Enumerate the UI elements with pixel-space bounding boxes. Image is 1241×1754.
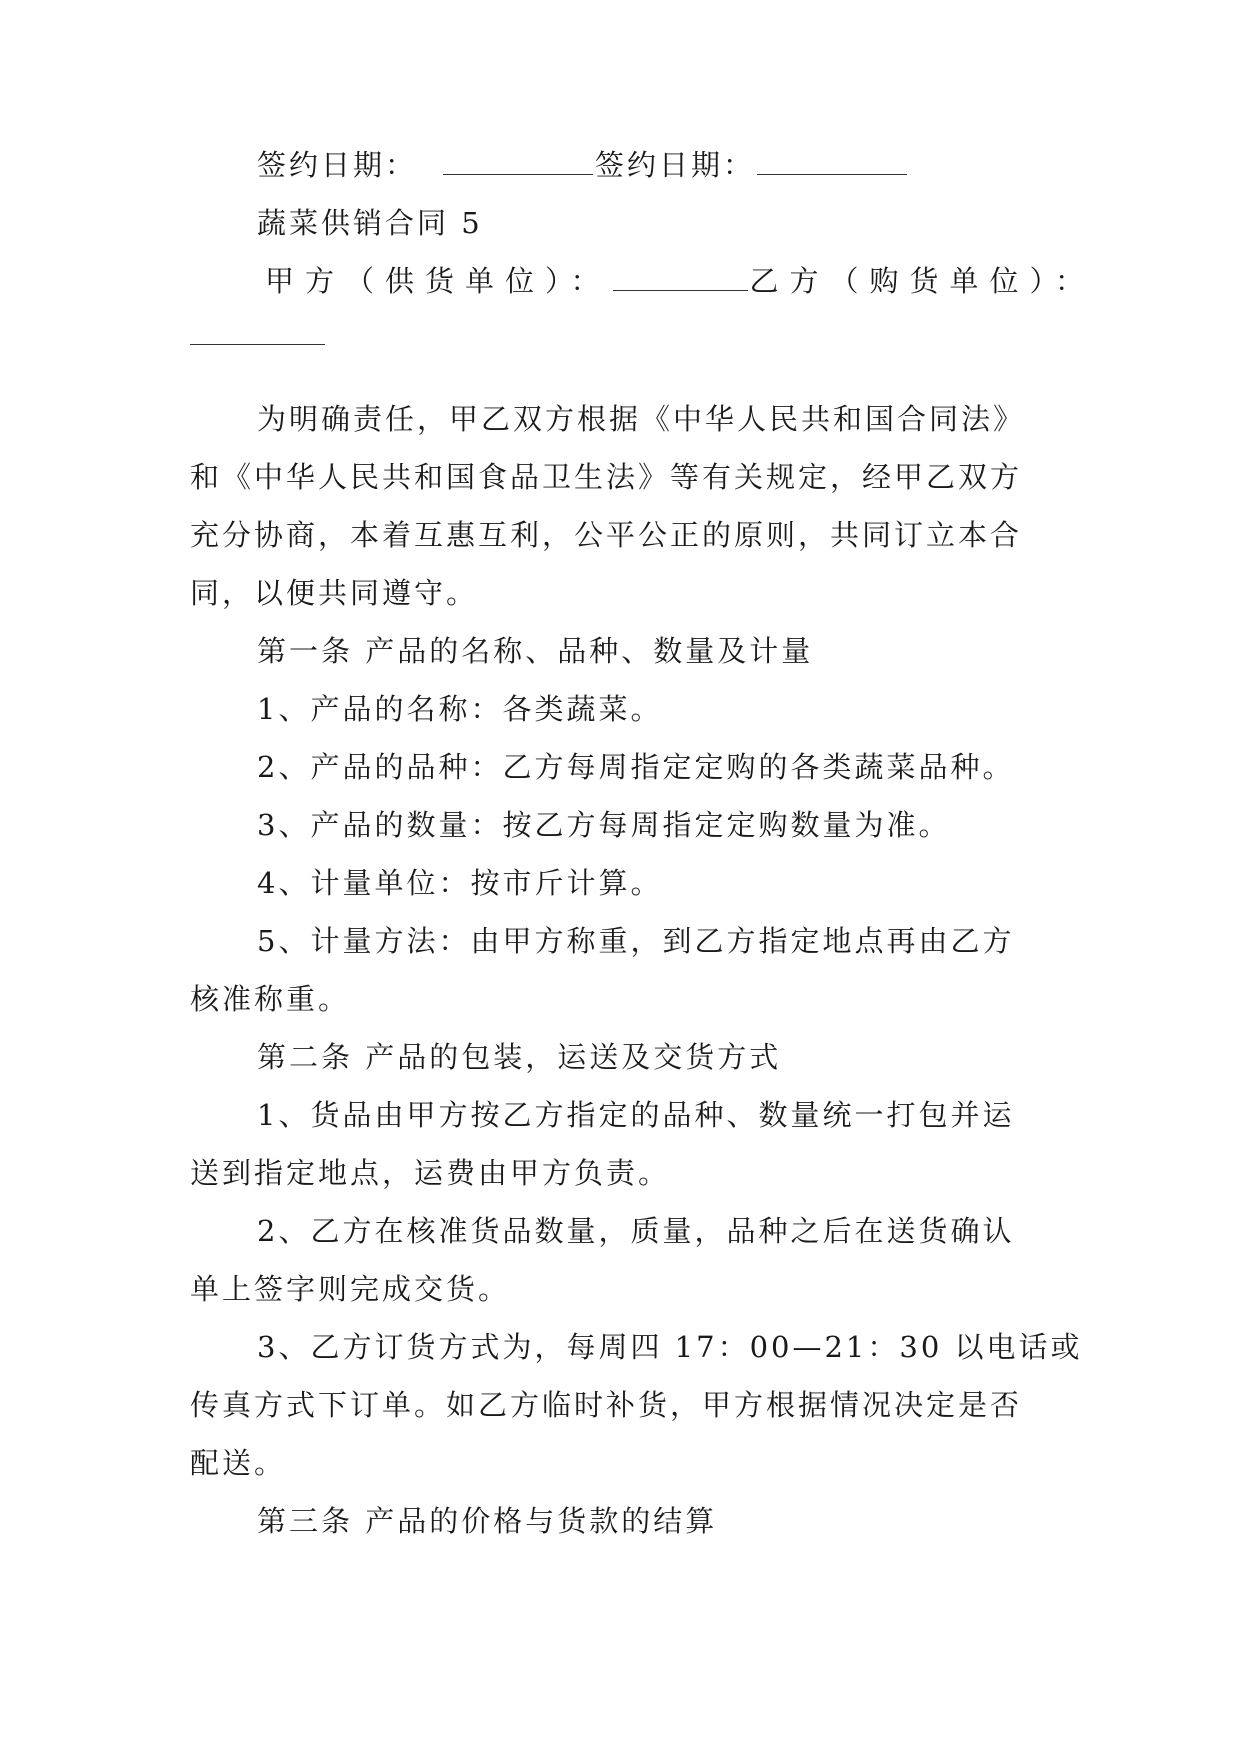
parties-line bbox=[265, 252, 1096, 310]
party-b-label: 乙方（购货单位）： bbox=[749, 264, 1096, 298]
article2-heading: 第二条 产品的包装，运送及交货方式 bbox=[257, 1040, 782, 1074]
article2-item: 2、乙方在核准货品数量，质量，品种之后在送货确认 bbox=[257, 1214, 1015, 1248]
article1-item: 3、产品的数量：按乙方每周指定定购数量为准。 bbox=[257, 808, 951, 842]
sign-date-label-a: 签约日期： bbox=[257, 148, 418, 182]
article1-item: 2、产品的品种：乙方每周指定定购的各类蔬菜品种。 bbox=[257, 750, 1015, 784]
article1-heading: 第一条 产品的名称、品种、数量及计量 bbox=[257, 634, 814, 668]
sign-date-blank-b bbox=[757, 144, 907, 175]
party-a-blank bbox=[613, 260, 748, 291]
article3-heading: 第三条 产品的价格与货款的结算 bbox=[257, 1504, 718, 1538]
preamble-line: 同，以便共同遵守。 bbox=[190, 576, 479, 610]
sign-date-line bbox=[257, 136, 1070, 194]
preamble-line: 充分协商，本着互惠互利，公平公正的原则，共同订立本合 bbox=[190, 518, 1023, 552]
article2-item: 单上签字则完成交货。 bbox=[190, 1272, 511, 1306]
sign-date-blank-a bbox=[443, 144, 593, 175]
article1-item: 1、产品的名称：各类蔬菜。 bbox=[257, 692, 663, 726]
article1-item: 5、计量方法：由甲方称重，到乙方指定地点再由乙方 bbox=[257, 924, 1015, 958]
preamble-line: 为明确责任，甲乙双方根据《中华人民共和国合同法》 bbox=[257, 402, 1026, 436]
article2-item: 送到指定地点，运费由甲方负责。 bbox=[190, 1156, 671, 1190]
article2-item: 配送。 bbox=[190, 1446, 287, 1480]
article1-item: 核准称重。 bbox=[190, 982, 351, 1016]
article2-item: 传真方式下订单。如乙方临时补货，甲方根据情况决定是否 bbox=[190, 1388, 1023, 1422]
sign-date-label-b: 签约日期： bbox=[595, 148, 756, 182]
article2-item: 3、乙方订货方式为，每周四 17：00—21：30 以电话或 bbox=[257, 1330, 1083, 1364]
contract-title: 蔬菜供销合同 5 bbox=[257, 206, 483, 240]
party-a-label: 甲方（供货单位）： bbox=[265, 264, 611, 298]
party-b-blank-line bbox=[190, 306, 1070, 364]
preamble-line: 和《中华人民共和国食品卫生法》等有关规定，经甲乙双方 bbox=[190, 460, 1023, 494]
party-b-blank bbox=[190, 314, 325, 345]
article1-item: 4、计量单位：按市斤计算。 bbox=[257, 866, 663, 900]
article2-item: 1、货品由甲方按乙方指定的品种、数量统一打包并运 bbox=[257, 1098, 1015, 1132]
